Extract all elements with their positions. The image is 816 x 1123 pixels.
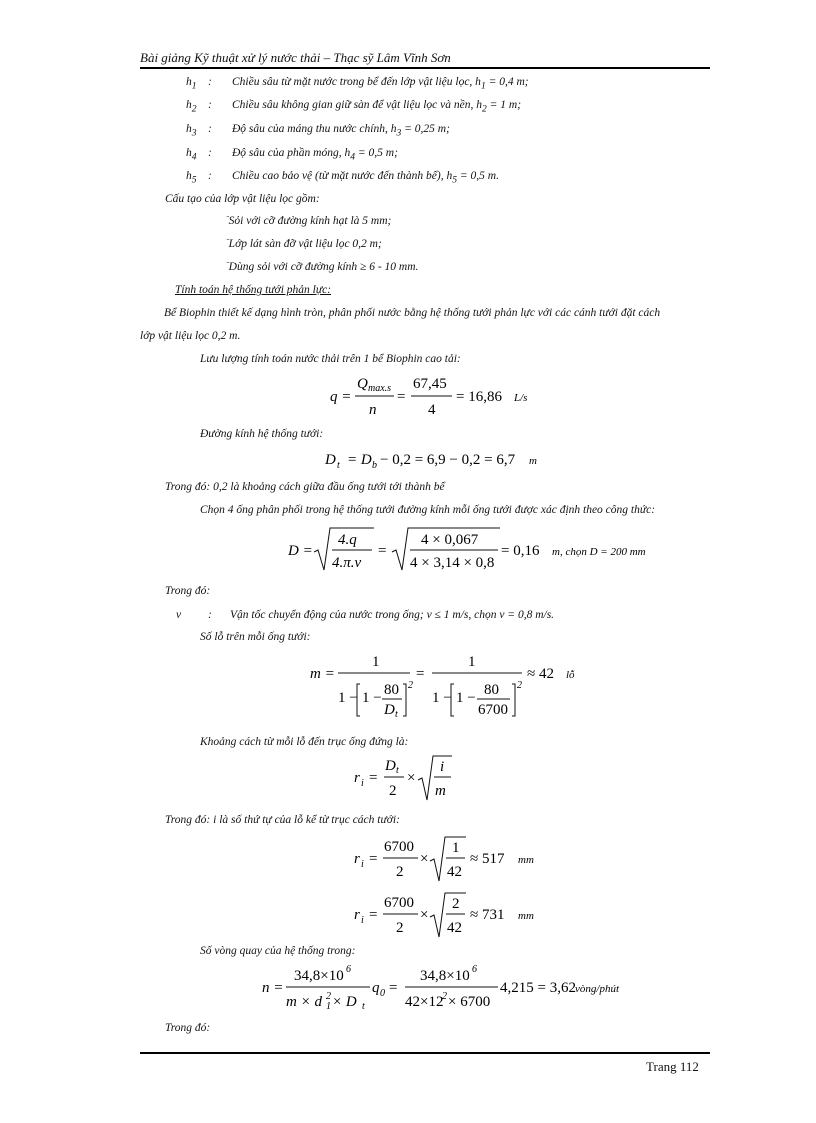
distance-den: 2 [389, 783, 397, 799]
intro-line-2: lớp vật liệu lọc 0,2 m. [140, 330, 241, 342]
pipe-equation [288, 524, 646, 576]
holes-dt: D [384, 702, 395, 718]
flow-result: = 16,86 [456, 389, 502, 405]
distance-label: Khoảng cách từ mỗi lỗ đến trục ống đứng là: [200, 736, 409, 748]
holes-eq: = [416, 666, 425, 682]
r2-rden: 42 [447, 920, 462, 936]
height-row-4: $h_4$ [186, 147, 197, 163]
rotation-num1-sup: 6 [346, 964, 351, 975]
structure-title: Cấu tạo của lớp vật liệu lọc gồm: [165, 193, 320, 205]
pipe-result: = 0,16 [501, 543, 540, 559]
pipe-num2: 4 × 0,067 [421, 532, 479, 548]
holes-bracket-left-2 [451, 684, 454, 716]
rotation-equation [262, 962, 622, 1012]
diameter-label: Đường kính hệ thống tưới: [200, 428, 324, 440]
rotation-den1-sub2: t [362, 1001, 365, 1012]
holes-dt-sub: t [395, 709, 398, 720]
pipe-num1: 4.q [338, 532, 357, 548]
flow-equation [330, 372, 570, 422]
r2-den: 2 [396, 920, 404, 936]
diameter-note: Trong đó: 0,2 là khoảng cách giữa đầu ống tưới tới thành bể [165, 481, 445, 493]
where2-title: Trong đó: [165, 1022, 211, 1034]
where1-sep: : [208, 609, 212, 621]
height-row-3: $h_3$ [186, 123, 197, 139]
where1-text: Vận tốc chuyển động của nước trong ống; v ≤ 1 m/s, chọn v = 0,8 m/s. [230, 609, 555, 621]
pipe-lhs: D = [288, 543, 313, 559]
r1-den: 2 [396, 864, 404, 880]
rotation-den1-sup: 2 [326, 991, 331, 1002]
page-header: Bài giảng Kỹ thuật xử lý nước thải – Thạc sỹ Lâm Vĩnh Sơn [140, 50, 451, 65]
height-row-5: $h_5$ [186, 170, 197, 186]
r1-unit: mm [518, 854, 534, 866]
rotation-label: Số vòng quay của hệ thống trong: [200, 945, 356, 957]
diameter-mid-sub: b [372, 460, 377, 471]
where1-sym: v [176, 609, 182, 621]
r1-num: 6700 [384, 839, 414, 855]
flow-num1-sub: max.s [368, 383, 392, 394]
holes-80-1: 80 [384, 682, 399, 698]
distance-rden: m [435, 783, 446, 799]
holes-80-2: 80 [484, 682, 499, 698]
pipe-label: Chọn 4 ống phân phối trong hệ thống tưới đường kính mỗi ống tưới được xác định theo công thức: [200, 504, 656, 516]
flow-eq: = [397, 389, 406, 405]
diameter-lhs-sub: t [337, 460, 340, 471]
holes-sq-2: 2 [517, 680, 522, 691]
r1-lhs-sub: i [361, 859, 364, 870]
diameter-unit: m [529, 455, 537, 467]
rotation-num1: 34,8×10 [294, 968, 344, 984]
holes-result: ≈ 42 [527, 666, 554, 682]
holes-bracket-left-1 [357, 684, 360, 716]
distance-equation [354, 752, 494, 806]
distance-num: D [385, 758, 396, 774]
pipe-unit: m, chọn D = 200 mm [552, 546, 646, 558]
r1-eq: = [369, 851, 378, 867]
rotation-den1-rest: × D [332, 994, 357, 1010]
distance-times: × [407, 770, 416, 786]
holes-unit: lỗ [566, 669, 575, 681]
r2-times: × [420, 907, 429, 923]
holes-num2: 1 [468, 654, 476, 670]
header-rule [140, 67, 710, 69]
diameter-equation [325, 446, 555, 472]
section-heading: Tính toán hệ thống tưới phản lực: [175, 284, 332, 296]
height-text-4: Độ sâu của phần móng, $h_4 = 0,5$ m; [232, 147, 398, 163]
holes-lhs: m = [310, 666, 335, 682]
diameter-mid: = D [347, 452, 372, 468]
rotation-q0: q [372, 980, 380, 996]
rotation-den1: m × d [286, 994, 322, 1010]
height-row-1: $h_1$ [186, 76, 197, 92]
distance-num-sub: t [396, 765, 399, 776]
flow-num1: Q [357, 376, 368, 392]
r1-rden: 42 [447, 864, 462, 880]
holes-equation [310, 650, 600, 722]
diameter-lhs: D [325, 452, 336, 468]
holes-label: Số lỗ trên mỗi ống tưới: [200, 631, 311, 643]
flow-lhs: q = [330, 389, 352, 405]
holes-den2-inner: 1 − [456, 690, 476, 706]
rotation-den2-sup: 2 [442, 991, 447, 1002]
rotation-result: 4,215 = 3,62 [500, 980, 576, 996]
height-sep-4: : [208, 147, 212, 159]
flow-num2: 67,45 [413, 376, 447, 392]
where1-title: Trong đó: [165, 585, 211, 597]
holes-den1-one: 1 − [338, 690, 358, 706]
height-text-5: Chiều cao bảo vệ (từ mặt nước đến thành bể), $h_5 = 0,5$ m. [232, 170, 499, 186]
holes-sq-1: 2 [408, 680, 413, 691]
pipe-eq: = [378, 543, 387, 559]
distance-lhs-sub: i [361, 778, 364, 789]
rotation-lhs: n = [262, 980, 284, 996]
rotation-unit: vòng/phút [575, 983, 619, 995]
rotation-den2-rest: × 6700 [448, 994, 491, 1010]
holes-bracket-right-2 [512, 684, 515, 716]
r2-unit: mm [518, 910, 534, 922]
structure-item-3: $^ˉ$Dùng sỏi với cỡ đường kính ≥ 6 - 10 mm. [226, 261, 419, 273]
height-sep-3: : [208, 123, 212, 135]
flow-unit: L/s [514, 392, 528, 404]
pipe-den1: 4.π.v [332, 555, 362, 571]
height-row-2: $h_2$ [186, 99, 197, 115]
rotation-num2-sup: 6 [472, 964, 477, 975]
r1-result: ≈ 517 [470, 851, 505, 867]
r1-lhs: r [354, 851, 360, 867]
distance-eq: = [369, 770, 378, 786]
height-text-3: Độ sâu của máng thu nước chính, $h_3 = 0,25$ m; [232, 123, 450, 139]
structure-item-1: $^ˉ$Sỏi với cỡ đường kính hạt là 5 mm; [226, 215, 392, 227]
r1-times: × [420, 851, 429, 867]
distance-rnum: i [440, 759, 445, 775]
r1-equation [354, 834, 564, 886]
height-sep-1: : [208, 76, 212, 88]
rotation-num2: 34,8×10 [420, 968, 470, 984]
structure-item-2: $^ˉ$Lớp lát sàn đỡ vật liệu lọc 0,2 m; [226, 238, 382, 250]
rotation-den1-sub: 1 [326, 1001, 331, 1012]
diameter-rest: − 0,2 = 6,9 − 0,2 = 6,7 [380, 452, 516, 468]
page-number: Trang 112 [646, 1059, 699, 1074]
r2-rnum: 2 [452, 896, 460, 912]
r2-result: ≈ 731 [470, 907, 505, 923]
height-text-1: Chiều sâu từ mặt nước trong bể đến lớp vật liệu lọc, $h_1 = 0,4$ m; [232, 76, 529, 92]
height-sep-2: : [208, 99, 212, 111]
rotation-den2: 42×12 [405, 994, 444, 1010]
holes-den1-inner: 1 − [362, 690, 382, 706]
flow-den2: 4 [428, 402, 436, 418]
r1-rnum: 1 [452, 840, 460, 856]
r2-eq: = [369, 907, 378, 923]
rotation-eq: = [389, 980, 398, 996]
footer-rule [140, 1052, 710, 1054]
flow-den1: n [369, 402, 377, 418]
distance-lhs: r [354, 770, 360, 786]
holes-num1: 1 [372, 654, 380, 670]
holes-den2-one: 1 − [432, 690, 452, 706]
flow-label: Lưu lượng tính toán nước thải trên 1 bể Biophin cao tải: [200, 353, 461, 365]
r2-lhs-sub: i [361, 915, 364, 926]
pipe-den2: 4 × 3,14 × 0,8 [410, 555, 495, 571]
r2-num: 6700 [384, 895, 414, 911]
rotation-q0-sub: 0 [380, 988, 385, 999]
r2-lhs: r [354, 907, 360, 923]
distance-note: Trong đó: i là số thứ tự của lỗ kể từ trục cách tưới: [165, 814, 400, 826]
height-text-2: Chiều sâu không gian giữ sàn để vật liệu lọc và nền, $h_2 = 1$ m; [232, 99, 522, 115]
r2-equation [354, 890, 564, 942]
holes-bracket-right-1 [403, 684, 406, 716]
height-sep-5: : [208, 170, 212, 182]
holes-6700: 6700 [478, 702, 508, 718]
intro-line-1: Bể Biophin thiết kế dạng hình tròn, phân phối nước bằng hệ thống tưới phản lực với các cánh tưới đặt cách [164, 307, 661, 319]
